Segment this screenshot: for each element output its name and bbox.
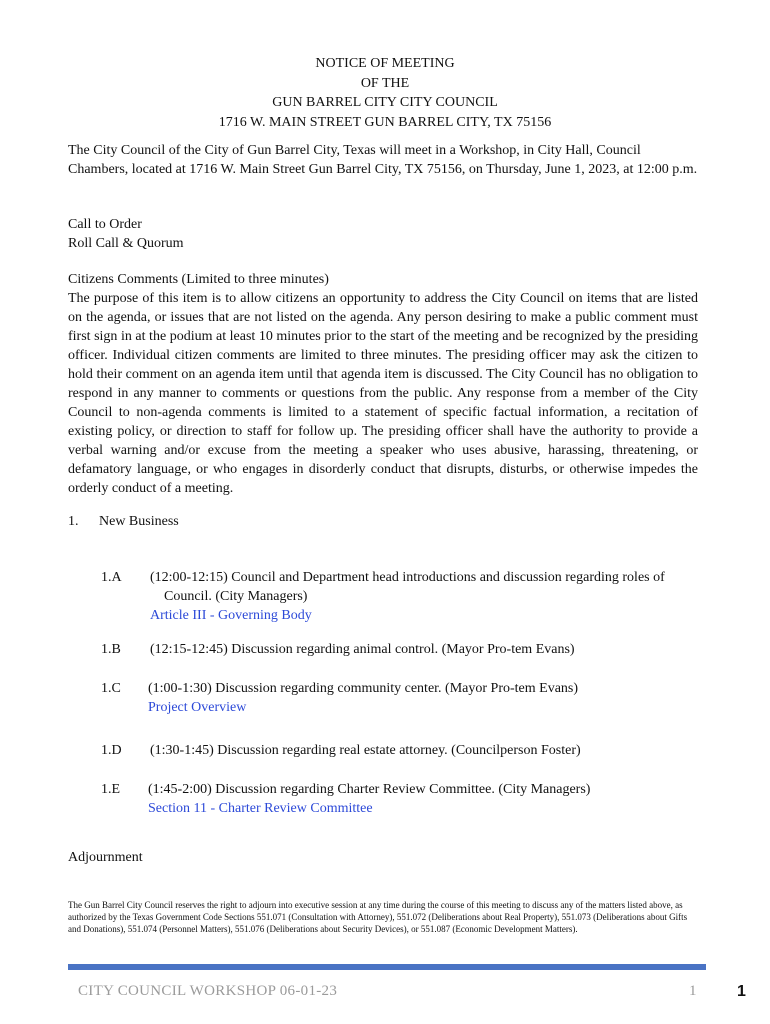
agenda-item-description: (1:45-2:00) Discussion regarding Charter Review Committee. (City Managers) [148,782,591,797]
agenda-item-description: (1:30-1:45) Discussion regarding real estate attorney. (Councilperson Foster) [150,743,581,758]
agenda-item-text [150,568,705,625]
section-number: 1. [68,514,79,529]
agenda-item-description: (12:15-12:45) Discussion regarding animal control. (Mayor Pro-tem Evans) [150,642,575,657]
header-line-1: NOTICE OF MEETING [315,56,455,71]
header-line-3: GUN BARREL CITY CITY COUNCIL [272,95,498,110]
agenda-item-label: 1.D [101,743,122,758]
roll-call: Roll Call & Quorum [68,236,184,251]
header-line-4: 1716 W. MAIN STREET GUN BARREL CITY, TX 75156 [218,114,552,130]
agenda-item-text [148,780,703,818]
viewer-page-number: 1 [737,983,746,1000]
project-overview-link[interactable]: Project Overview [148,700,247,715]
executive-session-footnote: The Gun Barrel City Council reserves the right to adjourn into executive session at any time during the course of this meeting to discuss any of the matters listed above, as authorized by the Texas Government Code Sections 551.071 (Consultation with Attorney), 551.072 (Deliberations about Real Property), 551.073 (Deliberations about Gifts and Donations), 551.074 (Personnel Matters), 551.076 (Deliberations about Security Devices), or 551.087 (Economic Development Matters). [68,900,688,935]
adjournment: Adjournment [68,850,143,865]
intro-paragraph: The City Council of the City of Gun Barrel City, Texas will meet in a Workshop, in City Hall, Council Chambers, located at 1716 W. Main Street Gun Barrel City, TX 75156, on Thursday, June 1, 2023, at 12:00 p.m. [68,143,698,177]
footer-title: CITY COUNCIL WORKSHOP 06-01-23 [78,983,338,999]
citizens-comments-heading: Citizens Comments (Limited to three minutes) [68,272,329,287]
agenda-item-description: (12:00-12:15) Council and Department head introductions and discussion regarding roles of Council. (City Managers) [150,570,665,604]
article-iii-link[interactable]: Article III - Governing Body [150,608,312,623]
agenda-item-label: 1.E [101,782,121,797]
section-title: New Business [99,514,179,529]
notice-header [0,54,770,132]
citizens-comments-body: The purpose of this item is to allow citizens an opportunity to address the City Council on items that are listed on the agenda, or issues that are not listed on the agenda. Any person desiring to make a public comment must first sign in at the podium at least 10 minutes prior to the start of the meeting and be recognized by the presiding officer. Individual citizen comments are limited to three minutes. The presiding officer may ask the citizen to hold their comment on an agenda item until that agenda item is discussed. The City Council has no obligation to respond in any manner to comments or questions from the public. Any response from a member of the City Council to non-agenda comments is limited to a statement of specific factual information, a recitation of existing policy, or direction to staff for follow up. The presiding officer shall have the authority to provide a verbal warning and/or excuse from the meeting a speaker who uses abusive, harassing, threatening, or defamatory language, or who engages in disorderly conduct that disrupts, disturbs, or otherwise impedes the orderly conduct of a meeting. [68,291,698,496]
charter-review-link[interactable]: Section 11 - Charter Review Committee [148,801,373,816]
header-line-2: OF THE [360,75,410,91]
footer-divider [68,964,706,970]
agenda-item-label: 1.B [101,642,121,657]
agenda-item-text [148,679,703,717]
agenda-item-description: (1:00-1:30) Discussion regarding community center. (Mayor Pro-tem Evans) [148,681,579,696]
call-to-order: Call to Order [68,217,142,232]
agenda-item-label: 1.A [101,570,122,585]
footer-page-number: 1 [689,983,697,999]
agenda-item-label: 1.C [101,681,121,696]
